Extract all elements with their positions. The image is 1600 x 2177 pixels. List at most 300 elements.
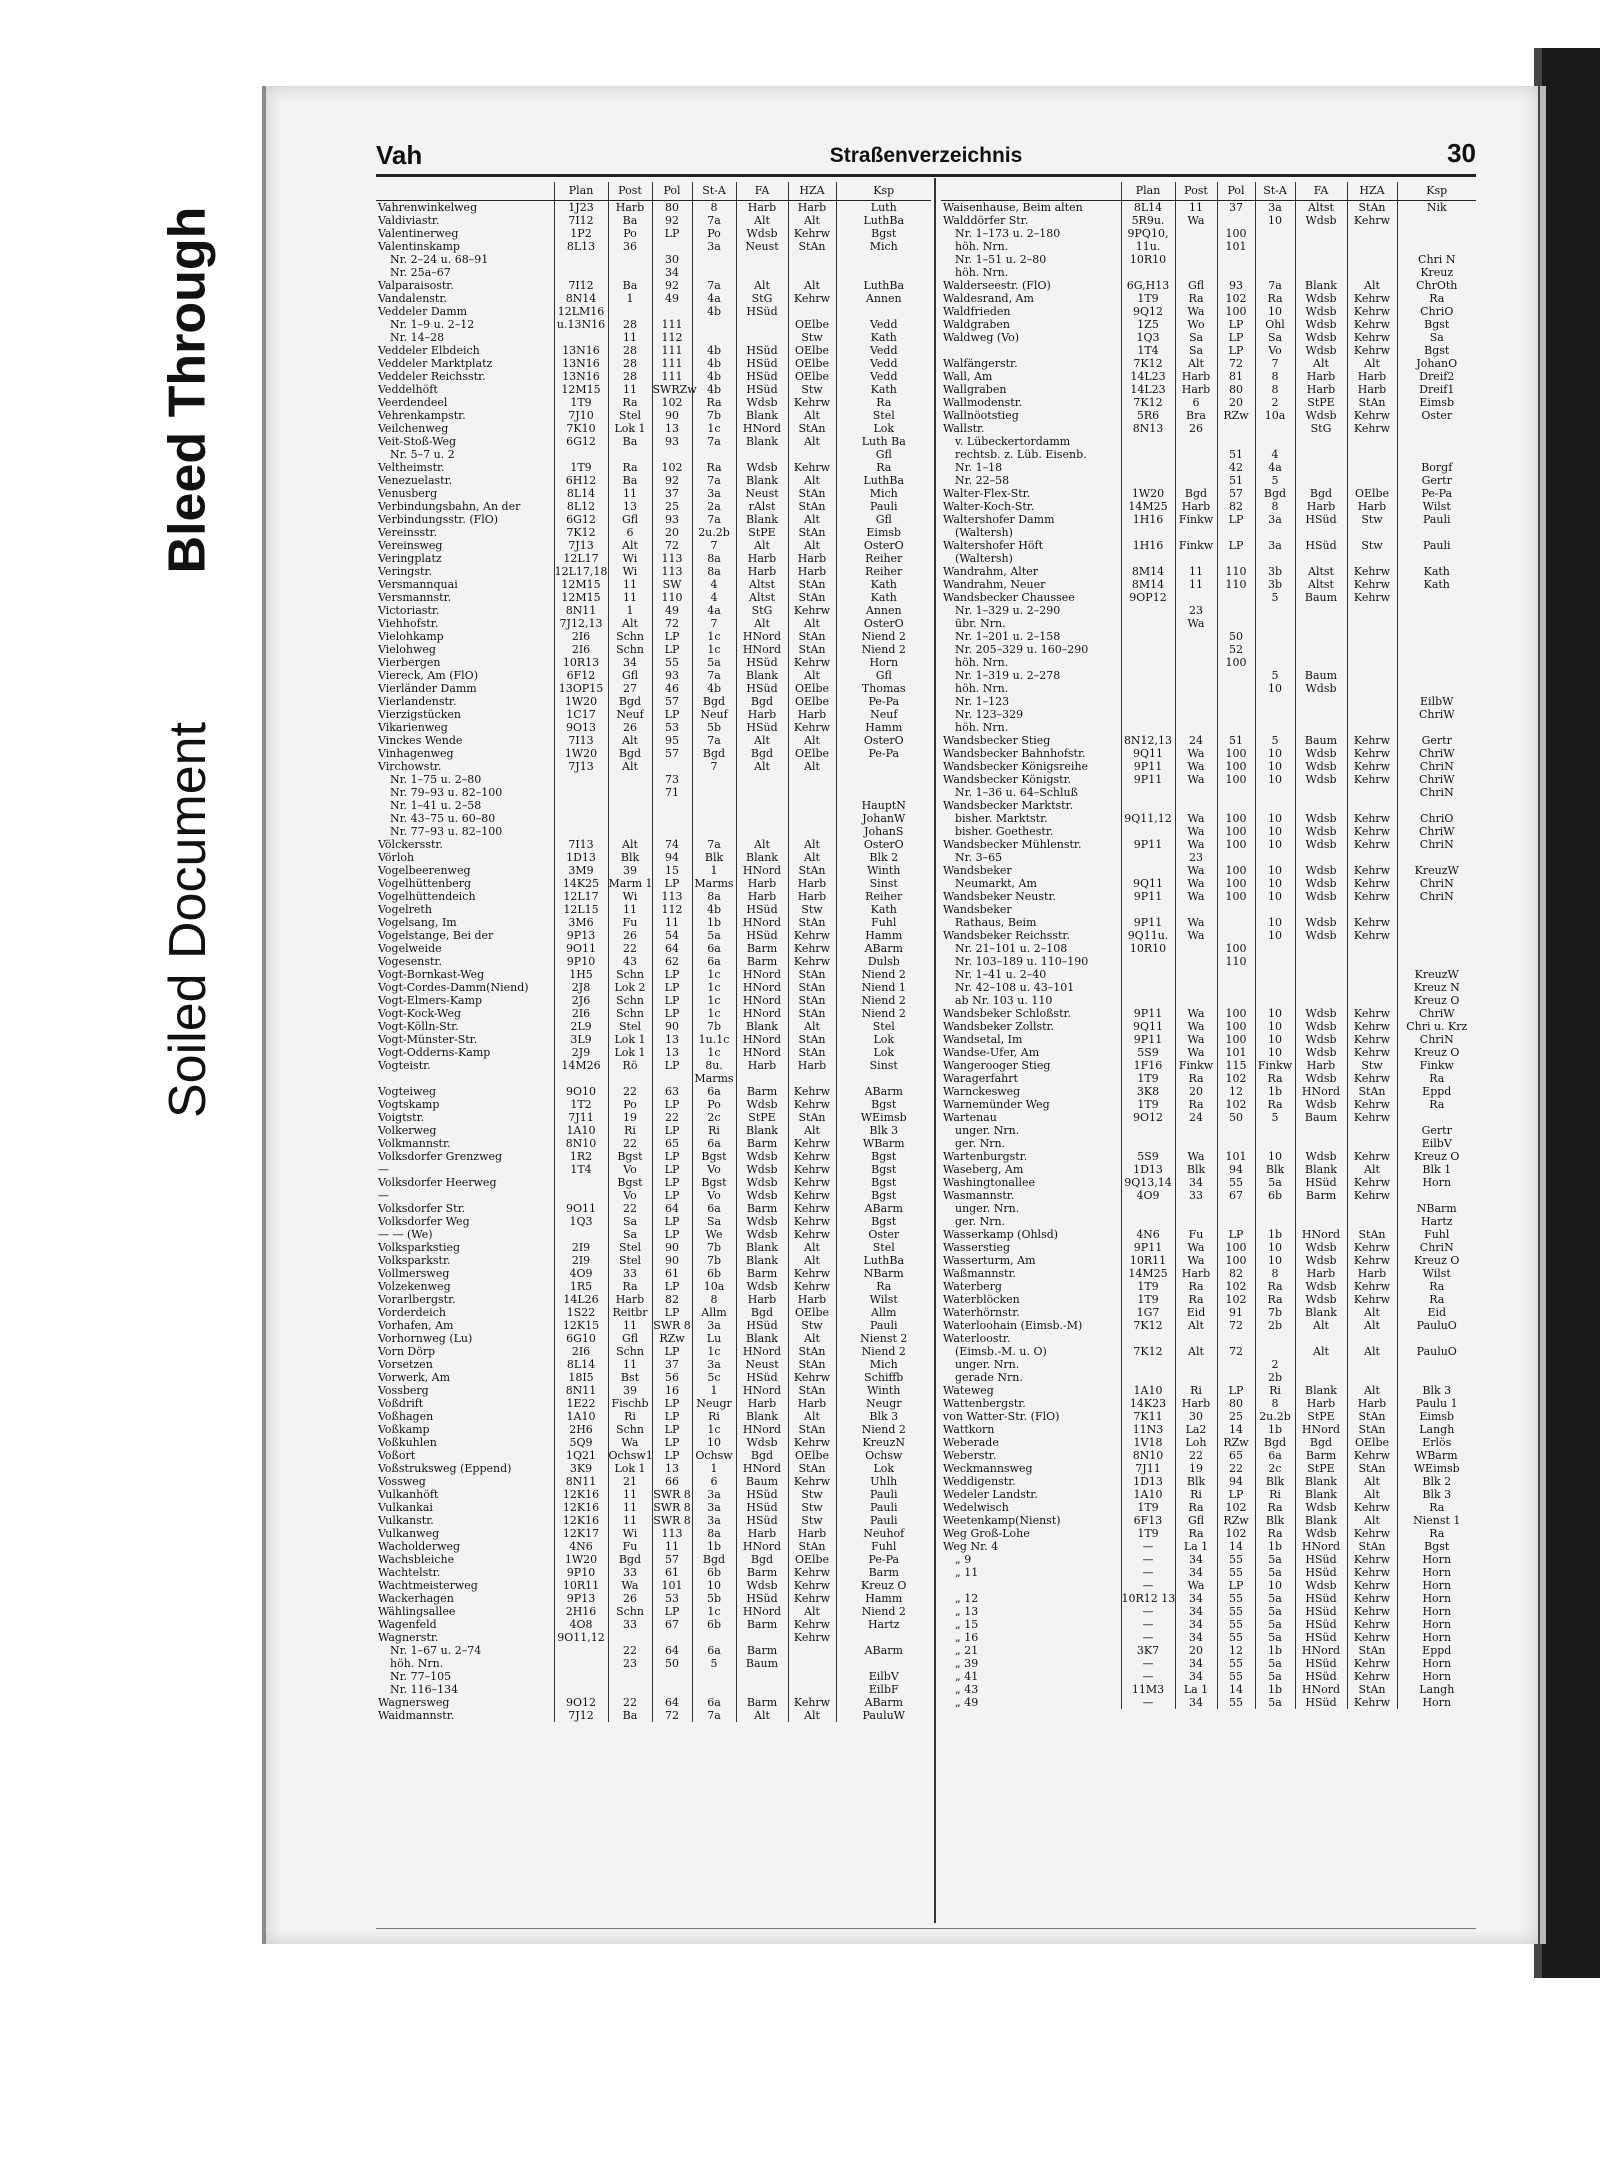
directory-page (262, 86, 1538, 1944)
cell-value (1217, 1332, 1255, 1345)
cell-value: Kehrw (1347, 318, 1397, 331)
street-name: Nr. 116–134 (390, 1683, 459, 1696)
cell-value: Kehrw (1347, 1150, 1397, 1163)
cell-value: Blank (736, 1124, 788, 1137)
cell-value: Neust (736, 240, 788, 253)
table-row (941, 669, 1476, 682)
cell-value (736, 799, 788, 812)
table-row (376, 435, 931, 448)
table-row (376, 1501, 931, 1514)
cell-value (788, 253, 836, 266)
cell-value (1217, 1124, 1255, 1137)
cell-value: 94 (652, 851, 692, 864)
cell-value (1347, 643, 1397, 656)
cell-value: Kath (1397, 578, 1476, 591)
cell-value: Chri u. Krz (1397, 1020, 1476, 1033)
scanner-edge (1542, 48, 1600, 1978)
cell-value: Blk (1175, 1475, 1217, 1488)
table-row (376, 201, 931, 215)
cell-value: 22 (1175, 1449, 1217, 1462)
cell-value: Fu (608, 916, 652, 929)
cell-value: StG (1295, 422, 1347, 435)
cell-value: 93 (1217, 279, 1255, 292)
cell-value: 5S9 (1121, 1046, 1175, 1059)
cell-value: WEimsb (836, 1111, 931, 1124)
street-name: Nr. 21–101 u. 2–108 (955, 942, 1068, 955)
cell-value (1347, 851, 1397, 864)
cell-value: 2 (1255, 396, 1295, 409)
cell-value: 14M25 (1121, 1267, 1175, 1280)
table-row (941, 1202, 1476, 1215)
cell-value: 10 (1255, 916, 1295, 929)
cell-value: LuthBa (836, 474, 931, 487)
table-row (941, 1631, 1476, 1644)
cell-value: HSüd (736, 682, 788, 695)
cell-value: 9Q13,14 (1121, 1176, 1175, 1189)
cell-value (1295, 617, 1347, 630)
table-row (941, 1449, 1476, 1462)
table-row (376, 487, 931, 500)
cell-value: — (1121, 1618, 1175, 1631)
table-row (376, 1618, 931, 1631)
cell-value: LP (652, 708, 692, 721)
cell-value: 102 (652, 461, 692, 474)
cell-value: Gfl (836, 513, 931, 526)
cell-value (652, 305, 692, 318)
cell-value: Stel (608, 1020, 652, 1033)
cell-value: Ochsw1 (608, 1449, 653, 1462)
cell-value (1175, 1202, 1217, 1215)
cell-value: Schn (608, 643, 652, 656)
cell-value: 95 (652, 734, 692, 747)
street-name: Volksparkstieg (378, 1241, 461, 1254)
cell-value: Harb (736, 1059, 788, 1072)
cell-value: 100 (1217, 864, 1255, 877)
table-row (376, 1410, 931, 1423)
cell-value: 8a (692, 552, 736, 565)
cell-value: 100 (1217, 838, 1255, 851)
cell-value (1121, 448, 1175, 461)
cell-value: 9OP12 (1121, 591, 1175, 604)
cell-value: Bgd (1175, 487, 1217, 500)
cell-value: Ba (608, 214, 652, 227)
table-row (376, 1111, 931, 1124)
cell-value: Kehrw (1347, 1631, 1397, 1644)
cell-value (1255, 604, 1295, 617)
cell-value: 23 (1175, 604, 1217, 617)
right-column (941, 182, 1476, 1709)
cell-value (692, 1683, 736, 1696)
cell-value: Wa (608, 1579, 652, 1592)
cell-value: 23 (1175, 851, 1217, 864)
cell-value: Kehrw (1347, 1111, 1397, 1124)
cell-value: 2b (1255, 1371, 1295, 1384)
cell-value: 4b (692, 383, 736, 396)
table-row (941, 773, 1476, 786)
cell-value: Ra (1397, 1293, 1476, 1306)
cell-value: LuthBa (836, 1254, 931, 1267)
cell-value: Kehrw (1347, 1696, 1397, 1709)
cell-value: Blank (736, 1254, 788, 1267)
cell-value: Alt (788, 1124, 836, 1137)
cell-value: 6a (692, 1137, 736, 1150)
cell-value: Lok 1 (608, 422, 652, 435)
cell-value: 102 (1217, 292, 1255, 305)
cell-value: 6 (692, 1475, 736, 1488)
cell-value: 72 (652, 539, 692, 552)
cell-value (1121, 435, 1175, 448)
cell-value: Kehrw (1347, 1566, 1397, 1579)
cell-value: Fuhl (836, 1540, 931, 1553)
table-row (376, 500, 931, 513)
cell-value: Sa (608, 1215, 652, 1228)
cell-value: 5a (1255, 1566, 1295, 1579)
page-edge (1540, 86, 1546, 1944)
col-plan: Plan (1121, 182, 1175, 201)
cell-value: 1T2 (554, 1098, 608, 1111)
cell-value (1295, 981, 1347, 994)
cell-value: 9O10 (554, 1085, 608, 1098)
cell-value: Barm (736, 1085, 788, 1098)
cell-value: Wilst (836, 1293, 931, 1306)
cell-value: Oster (1397, 409, 1476, 422)
cell-value: 7I12 (554, 279, 608, 292)
cell-value: Sa (1175, 331, 1217, 344)
cell-value: Harb (736, 890, 788, 903)
cell-value (1347, 903, 1397, 916)
cell-value: 7J13 (554, 760, 608, 773)
cell-value: 100 (1217, 305, 1255, 318)
cell-value: HNord (736, 643, 788, 656)
cell-value (1347, 981, 1397, 994)
cell-value: HSüd (1295, 513, 1347, 526)
cell-value: 61 (652, 1267, 692, 1280)
cell-value: 8N11 (554, 1384, 608, 1397)
cell-value: StAn (788, 1462, 836, 1475)
cell-value (1121, 643, 1175, 656)
cell-value (836, 253, 931, 266)
street-name: Wagnerstr. (378, 1631, 439, 1644)
cell-value: 67 (1217, 1189, 1255, 1202)
cell-value (1347, 1358, 1397, 1371)
table-row (376, 1046, 931, 1059)
cell-value (1217, 617, 1255, 630)
cell-value (1347, 630, 1397, 643)
street-name: Wandsbeker (943, 903, 1012, 916)
table-row (941, 318, 1476, 331)
cell-value: Ri (608, 1410, 652, 1423)
cell-value (1347, 253, 1397, 266)
street-name: Wandse-Ufer, Am (943, 1046, 1040, 1059)
street-name: Vogt-Kock-Weg (378, 1007, 461, 1020)
cell-value: 10R12 13 (1121, 1592, 1176, 1605)
street-name: Wandrahm, Alter (943, 565, 1039, 578)
cell-value (1175, 903, 1217, 916)
cell-value: 102 (1217, 1293, 1255, 1306)
cell-value: 1E22 (554, 1397, 608, 1410)
street-name: Weddigenstr. (943, 1475, 1016, 1488)
cell-value (1397, 643, 1476, 656)
cell-value: Bgst (836, 1215, 931, 1228)
street-name: Vogelreth (378, 903, 432, 916)
street-name: Waldesrand, Am (943, 292, 1034, 305)
cell-value: 7I13 (554, 734, 608, 747)
cell-value: 5c (692, 1371, 736, 1384)
cell-value (1121, 825, 1175, 838)
cell-value: Blank (1295, 1488, 1347, 1501)
cell-value: Lok 1 (608, 1462, 652, 1475)
cell-value: Kehrw (788, 1280, 836, 1293)
cell-value: Harb (788, 877, 836, 890)
cell-value: 2u.2b (1255, 1410, 1295, 1423)
cell-value: 39 (608, 864, 652, 877)
cell-value: 1Q3 (554, 1215, 608, 1228)
table-row (376, 1332, 931, 1345)
cell-value: Fischb (608, 1397, 652, 1410)
cell-value: 10 (692, 1436, 736, 1449)
cell-value: HNord (736, 1384, 788, 1397)
table-row (376, 370, 931, 383)
street-name: Nr. 1–41 u. 2–40 (955, 968, 1047, 981)
cell-value: Ri (1175, 1488, 1217, 1501)
cell-value: Wa (1175, 1046, 1217, 1059)
table-row (941, 1176, 1476, 1189)
cell-value: StAn (788, 1384, 836, 1397)
street-name: Nr. 123–329 (955, 708, 1024, 721)
cell-value (1175, 721, 1217, 734)
street-name: bisher. Goethestr. (955, 825, 1054, 838)
street-name: Veddeler Marktplatz (378, 357, 493, 370)
cell-value: 10 (1255, 1579, 1295, 1592)
cell-value (1347, 227, 1397, 240)
table-row (941, 1280, 1476, 1293)
cell-value: 8L14 (554, 487, 608, 500)
cell-value: StAn (788, 578, 836, 591)
table-row (376, 513, 931, 526)
cell-value: Gfl (836, 448, 931, 461)
cell-value: 5a (1255, 1618, 1295, 1631)
cell-value: Horn (1397, 1592, 1476, 1605)
cell-value: HNord (736, 981, 788, 994)
cell-value (1255, 656, 1295, 669)
table-row (941, 1644, 1476, 1657)
cell-value: Kehrw (1347, 1241, 1397, 1254)
cell-value (1397, 1358, 1476, 1371)
cell-value: 10 (1255, 1254, 1295, 1267)
cell-value: SWR 8 (653, 1319, 691, 1332)
cell-value (1295, 474, 1347, 487)
cell-value: Lu (692, 1332, 736, 1345)
cell-value: Alt (788, 1605, 836, 1618)
table-row (941, 474, 1476, 487)
cell-value: 7J12 (554, 1709, 608, 1722)
cell-value (1295, 903, 1347, 916)
cell-value: Alt (1347, 1514, 1397, 1527)
cell-value (554, 825, 608, 838)
cell-value: 10 (1255, 864, 1295, 877)
street-name: Wallnöotstieg (943, 409, 1019, 422)
table-row (941, 851, 1476, 864)
cell-value: StAn (788, 994, 836, 1007)
cell-value: 9P11 (1121, 1033, 1175, 1046)
cell-value (1347, 1371, 1397, 1384)
cell-value: LuthBa (836, 214, 931, 227)
table-row (376, 981, 931, 994)
street-name: Weg Nr. 4 (943, 1540, 999, 1553)
cell-value: HauptN (836, 799, 931, 812)
street-name: Veddeler Damm (378, 305, 468, 318)
cell-value: 5S9 (1121, 1150, 1175, 1163)
cell-value: Wdsb (1295, 1020, 1347, 1033)
right-header-row (941, 182, 1476, 201)
cell-value: StAn (1347, 1423, 1397, 1436)
cell-value (1175, 955, 1217, 968)
cell-value: Blk (1255, 1514, 1295, 1527)
cell-value: Blank (736, 435, 788, 448)
cell-value (1121, 461, 1175, 474)
street-name: Walddörfer Str. (943, 214, 1029, 227)
street-name: unger. Nrn. (955, 1202, 1020, 1215)
cell-value: 11 (652, 1540, 692, 1553)
table-row (376, 1319, 931, 1332)
cell-value (836, 773, 931, 786)
table-row (941, 1618, 1476, 1631)
cell-value: 14 (1217, 1683, 1255, 1696)
table-row (941, 1085, 1476, 1098)
cell-value: OsterO (836, 617, 931, 630)
cell-value: Blank (1295, 1163, 1347, 1176)
cell-value (1175, 708, 1217, 721)
bleed-through-flag: Bleed Through (130, 140, 245, 640)
cell-value: 64 (652, 1202, 692, 1215)
street-name: Wallstr. (943, 422, 985, 435)
cell-value (608, 812, 652, 825)
cell-value: Alt (788, 539, 836, 552)
cell-value (1217, 669, 1255, 682)
cell-value (1255, 435, 1295, 448)
cell-value: 8N11 (554, 1475, 608, 1488)
cell-value: Harb (1295, 383, 1347, 396)
cell-value: Kehrw (1347, 1605, 1397, 1618)
cell-value: Gfl (1175, 1514, 1217, 1527)
cell-value: 1T9 (1121, 1098, 1175, 1111)
cell-value: 65 (652, 1137, 692, 1150)
cell-value: SWR 8 (653, 1514, 691, 1527)
street-name: Vogelbeerenweg (378, 864, 471, 877)
cell-value (692, 812, 736, 825)
cell-value: 110 (652, 591, 692, 604)
cell-value: Wdsb (1295, 331, 1347, 344)
cell-value: Wa (1175, 1033, 1217, 1046)
cell-value: PauluO (1397, 1345, 1476, 1358)
cell-value: Alt (1347, 357, 1397, 370)
cell-value: Borgf (1397, 461, 1476, 474)
cell-value: OElbe (788, 370, 836, 383)
cell-value (692, 253, 736, 266)
cell-value: Dulsb (836, 955, 931, 968)
street-name: Versmannstr. (378, 591, 452, 604)
cell-value (692, 1670, 736, 1683)
cell-value: 6 (1175, 396, 1217, 409)
cell-value: Hamm (836, 929, 931, 942)
cell-value: Ra (1397, 1098, 1476, 1111)
cell-value (1217, 1202, 1255, 1215)
cell-value: 1H5 (554, 968, 608, 981)
street-name: Nr. 43–75 u. 60–80 (390, 812, 496, 825)
cell-value: ChriN (1397, 838, 1476, 851)
cell-value: Kehrw (1347, 292, 1397, 305)
table-row (376, 799, 931, 812)
cell-value: 3a (692, 1501, 736, 1514)
cell-value: Bgd (1295, 487, 1347, 500)
cell-value: Barm (736, 1618, 788, 1631)
cell-value: Neuf (692, 708, 736, 721)
cell-value: StAn (788, 1358, 836, 1371)
street-name: Valentinerweg (378, 227, 459, 240)
cell-value: 33 (608, 1267, 652, 1280)
cell-value: LP (652, 981, 692, 994)
table-row (376, 1007, 931, 1020)
cell-value: Pauli (1397, 513, 1476, 526)
cell-value: Kehrw (1347, 1280, 1397, 1293)
cell-value: 39 (608, 1384, 652, 1397)
cell-value: 11M3 (1121, 1683, 1175, 1696)
cell-value: 34 (1175, 1670, 1217, 1683)
table-row (376, 1137, 931, 1150)
cell-value: 7J11 (554, 1111, 608, 1124)
cell-value: Eppd (1397, 1085, 1476, 1098)
cell-value: Harb (788, 890, 836, 903)
cell-value: Wa (1175, 812, 1217, 825)
street-name: bisher. Marktstr. (955, 812, 1048, 825)
street-name: Nr. 25a–67 (390, 266, 451, 279)
table-row (941, 695, 1476, 708)
cell-value (1121, 1332, 1175, 1345)
cell-value: Kehrw (1347, 1670, 1397, 1683)
cell-value: Vedd (836, 370, 931, 383)
cell-value: 7a (692, 435, 736, 448)
cell-value (736, 253, 788, 266)
cell-value: 5 (1255, 474, 1295, 487)
cell-value: 100 (1217, 1033, 1255, 1046)
street-name: — — (We) (378, 1228, 433, 1241)
cell-value (1121, 903, 1175, 916)
table-row (941, 461, 1476, 474)
cell-value (736, 773, 788, 786)
cell-value: Blank (736, 1332, 788, 1345)
table-row (941, 1124, 1476, 1137)
cell-value: 2J6 (554, 994, 608, 1007)
cell-value: Pauli (836, 1319, 931, 1332)
cell-value (1295, 552, 1347, 565)
cell-value: 72 (1217, 357, 1255, 370)
cell-value: Harb (736, 201, 788, 215)
cell-value: 74 (652, 838, 692, 851)
cell-value: 3a (692, 1514, 736, 1527)
cell-value (1255, 708, 1295, 721)
table-row (941, 1267, 1476, 1280)
cell-value: Bgd (692, 1553, 736, 1566)
cell-value: Lok (836, 1046, 931, 1059)
cell-value: 20 (652, 526, 692, 539)
cell-value: 7K11 (1121, 1410, 1175, 1423)
table-row (376, 1020, 931, 1033)
cell-value: StAn (1347, 1228, 1397, 1241)
cell-value: 11 (608, 383, 652, 396)
cell-value: 10 (1255, 773, 1295, 786)
cell-value: 2u.2b (692, 526, 736, 539)
cell-value: Wdsb (1295, 890, 1347, 903)
